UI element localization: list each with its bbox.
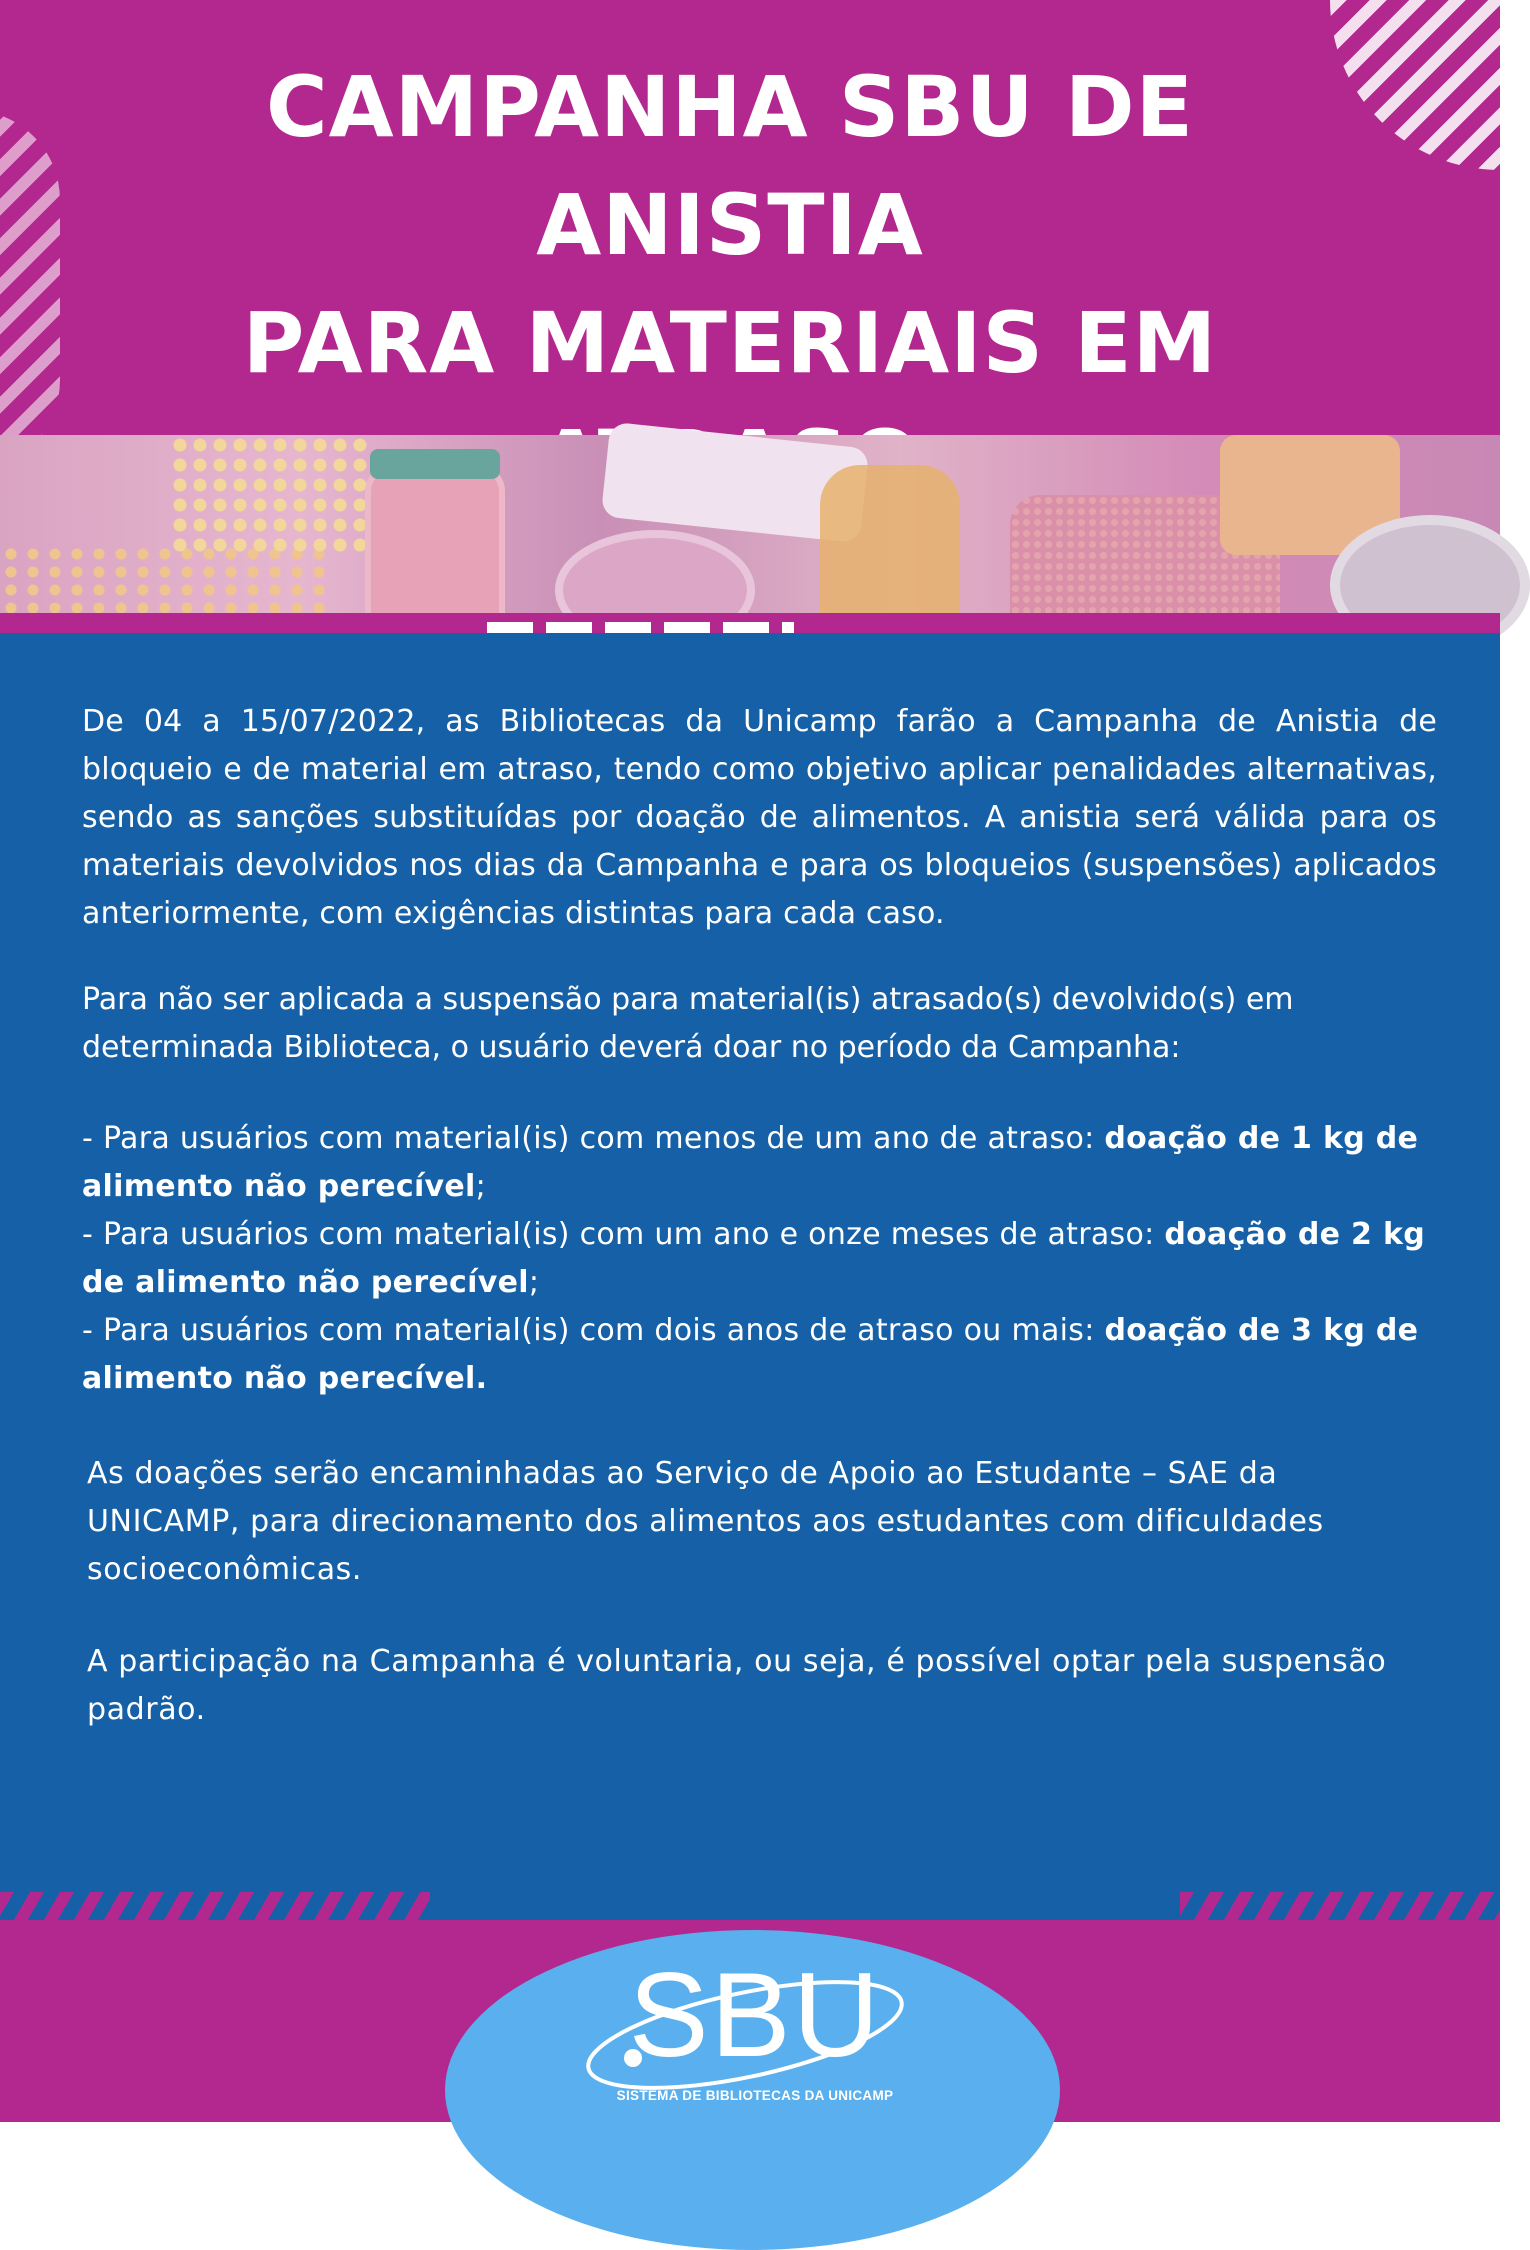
header-banner: [0, 0, 1500, 435]
jar-illustration: [365, 465, 505, 635]
donation-rules: [82, 1115, 1437, 1403]
sbu-logo: SBU: [628, 1948, 882, 2082]
donations-paragraph: As doações serão encaminhadas ao Serviço de Apoio ao Estudante – SAE da UNICAMP, para direcionamento dos alimentos aos estudantes com dificuldades socioeconômicas.: [87, 1456, 1324, 1587]
food-photo-banner: [0, 435, 1500, 625]
participation-paragraph: A participação na Campanha é voluntaria, ou seja, é possível optar pela suspensão padrão.: [87, 1644, 1387, 1727]
title-line: PARA MATERIAIS EM: [242, 294, 1218, 392]
jar-lid-illustration: [370, 449, 500, 479]
decorative-stripes: [0, 1892, 430, 1920]
condition-paragraph: Para não ser aplicada a suspensão para material(is) atrasado(s) devolvido(s) em determinada Biblioteca, o usuário deverá doar no período da Campanha:: [82, 982, 1294, 1065]
title-line: CAMPANHA SBU DE ANISTIA: [265, 58, 1195, 274]
footer: [0, 1920, 1500, 2122]
decorative-stripes: [1180, 1892, 1500, 1920]
main-content-panel: [0, 633, 1500, 1923]
body-text: [82, 698, 1437, 1734]
rule-text: - Para usuários com material(is) com dois anos de atraso ou mais:: [82, 1313, 1105, 1348]
rule-amount: doação de 1 kg de alimento não perecível: [82, 1121, 1419, 1204]
rule-end: ;: [528, 1265, 540, 1300]
rule-item: [82, 1307, 1437, 1403]
decorative-stripes: [0, 110, 60, 470]
corn-illustration: [170, 435, 370, 555]
intro-paragraph: De 04 a 15/07/2022, as Bibliotecas da Unicamp farão a Campanha de Anistia de bloqueio e de material em atraso, tendo como objetivo aplicar penalidades alternativas, sendo as sanções substituídas por doação de alimentos. A anistia será válida para os materiais devolvidos nos dias da Campanha e para os bloqueios (suspensões) aplicados anteriormente, com exigências distintas para cada caso.: [82, 704, 1437, 931]
rule-item: [82, 1211, 1437, 1307]
rule-amount: doação de 3 kg de alimento não perecível.: [82, 1313, 1419, 1396]
rule-end: ;: [475, 1169, 487, 1204]
logo-subtitle: SISTEMA DE BIBLIOTECAS DA UNICAMP: [616, 2088, 894, 2103]
rule-item: [82, 1115, 1437, 1211]
rule-amount: doação de 2 kg de alimento não perecível: [82, 1217, 1425, 1300]
rule-text: - Para usuários com material(is) com menos de um ano de atraso:: [82, 1121, 1105, 1156]
rule-text: - Para usuários com material(is) com um ano e onze meses de atraso:: [82, 1217, 1165, 1252]
